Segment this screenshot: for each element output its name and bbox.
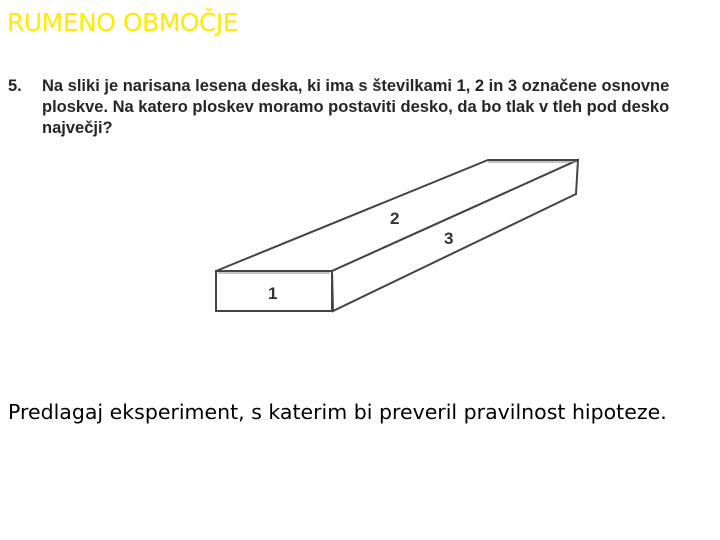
experiment-prompt: Predlagaj eksperiment, s katerim bi preveril pravilnost hipoteze. <box>8 400 667 424</box>
face-label-2: 2 <box>390 209 400 228</box>
question-number: 5. <box>8 77 22 95</box>
face-label-3: 3 <box>444 229 454 248</box>
wooden-board-figure <box>200 150 600 330</box>
slide-title: RUMENO OBMOČJE <box>7 8 239 37</box>
question-block <box>8 76 716 139</box>
face-label-1: 1 <box>268 284 278 303</box>
question-text: Na sliki je narisana lesena deska, ki ima s številkami 1, 2 in 3 označene osnovne ploskve. Na katero ploskev moramo postaviti desko, da bo tlak v tleh pod desko največji? <box>42 77 670 137</box>
